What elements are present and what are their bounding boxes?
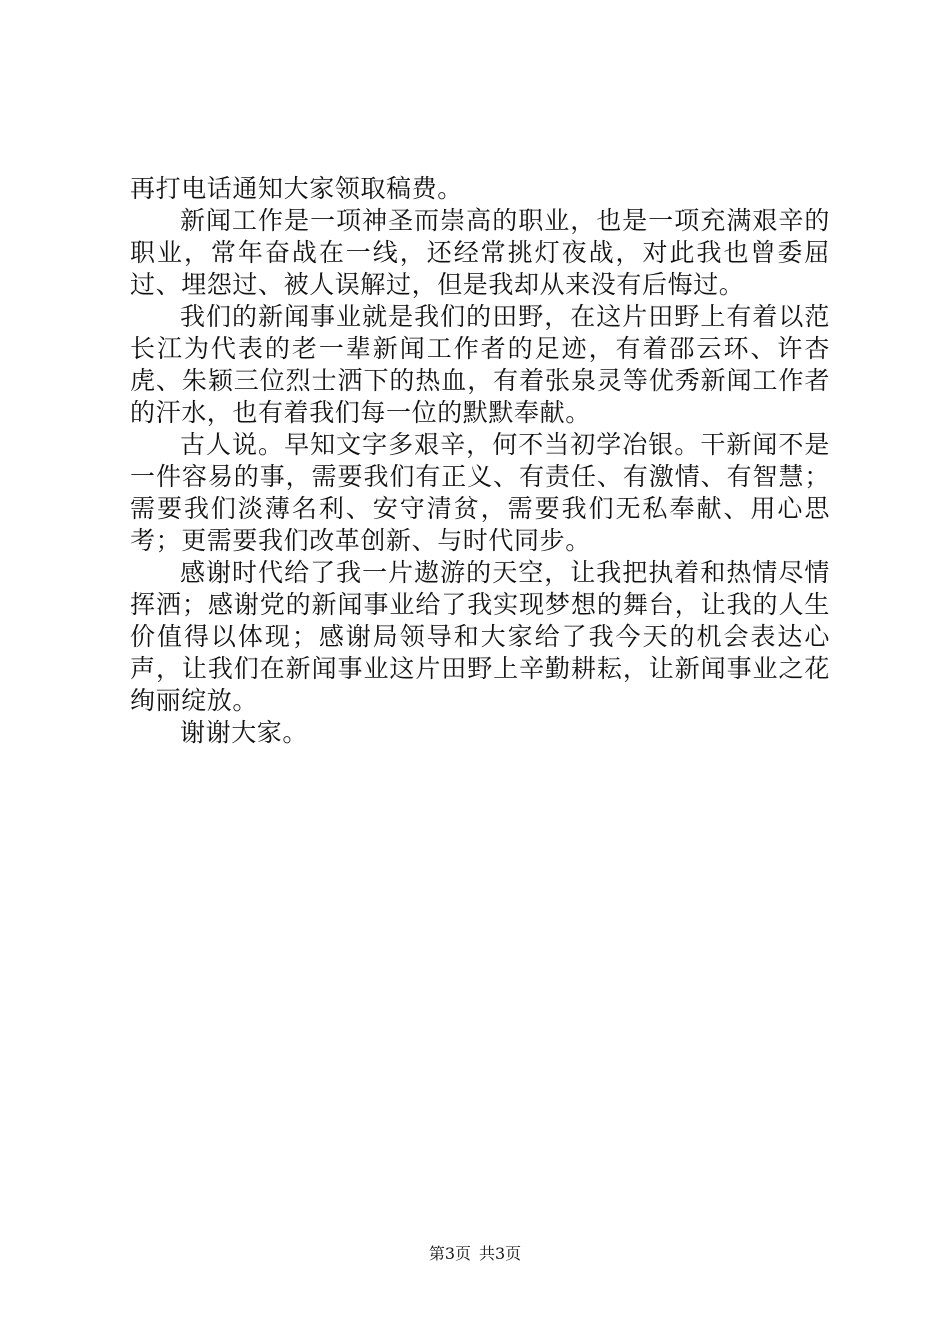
paragraph-continuation: 再打电话通知大家领取稿费。	[130, 174, 463, 203]
paragraph-closing: 谢谢大家。	[180, 718, 309, 747]
page-number-current: 第3页	[428, 1244, 471, 1263]
document-body	[130, 173, 830, 749]
paragraph: 古人说。早知文字多艰辛，何不当初学冶银。干新闻不是一件容易的事，需要我们有正义、有责任、有激情、有智慧；需要我们淡薄名利、安守清贫，需要我们无私奉献、用心思考；更需要我们改革创新、与时代同步。	[130, 430, 830, 555]
page-number-total: 共3页	[479, 1244, 522, 1263]
page-footer	[0, 1244, 950, 1264]
paragraph: 新闻工作是一项神圣而崇高的职业，也是一项充满艰辛的职业，常年奋战在一线，还经常挑灯夜战，对此我也曾委屈过、埋怨过、被人误解过，但是我却从来没有后悔过。	[130, 206, 830, 299]
paragraph: 感谢时代给了我一片遨游的天空，让我把执着和热情尽情挥洒；感谢党的新闻事业给了我实现梦想的舞台，让我的人生价值得以体现；感谢局领导和大家给了我今天的机会表达心声，让我们在新闻事业这片田野上辛勤耕耘，让新闻事业之花绚丽绽放。	[130, 558, 830, 715]
paragraph: 我们的新闻事业就是我们的田野，在这片田野上有着以范长江为代表的老一辈新闻工作者的足迹，有着邵云环、许杏虎、朱颖三位烈士洒下的热血，有着张泉灵等优秀新闻工作者的汗水，也有着我们每一位的默默奉献。	[130, 302, 830, 427]
